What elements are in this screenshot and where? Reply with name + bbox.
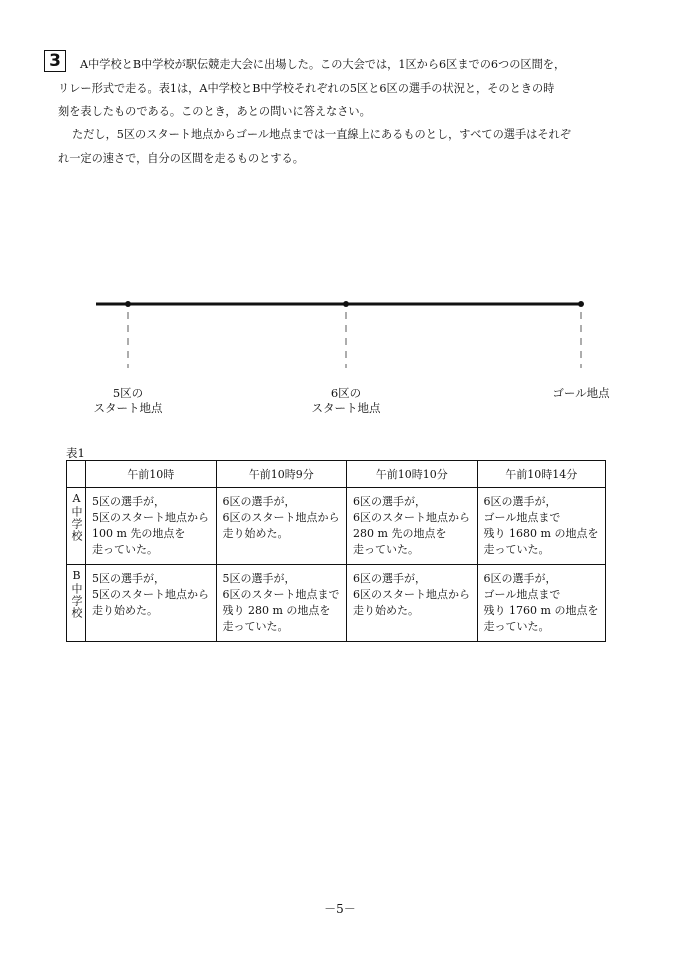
table-row-school-a (67, 488, 606, 565)
cell-b-3: 6区の選手が， 6区のスタート地点から 走り始めた。 (347, 565, 478, 642)
header-time-2: 午前10時9分 (216, 461, 347, 488)
cell-b-2: 5区の選手が， 6区のスタート地点まで 残り 280 m の地点を 走っていた。 (216, 565, 347, 642)
cell-a-2: 6区の選手が， 6区のスタート地点から 走り始めた。 (216, 488, 347, 565)
cell-a-1: 5区の選手が， 5区のスタート地点から 100 m 先の地点を 走っていた。 (86, 488, 217, 565)
label-6ku-start: 6区の スタート地点 (311, 386, 381, 415)
note-line-2: れ一定の速さで，自分の区間を走るものとする。 (58, 151, 304, 165)
table-header-row (67, 461, 606, 488)
point-6ku-start (343, 301, 349, 307)
label-goal: ゴール地点 (552, 386, 610, 400)
cell-a-3: 6区の選手が， 6区のスタート地点から 280 m 先の地点を 走っていた。 (347, 488, 478, 565)
intro-line-1: A中学校とB中学校が駅伝競走大会に出場した。この大会では，1区から6区までの6つの区間を， (80, 58, 566, 71)
status-table (66, 460, 606, 642)
question-note (58, 123, 623, 170)
header-time-3: 午前10時10分 (347, 461, 478, 488)
note-line-1: ただし，5区のスタート地点からゴール地点までは一直線上にあるものとし，すべての選手はそれぞ (72, 128, 571, 141)
intro-line-2: リレー形式で走る。表1は，A中学校とB中学校それぞれの5区と6区の選手の状況と，そのときの時 (58, 81, 555, 95)
label-5ku-start: 5区の スタート地点 (93, 386, 163, 415)
cell-b-1: 5区の選手が， 5区のスタート地点から 走り始めた。 (86, 565, 217, 642)
table-row-school-b (67, 565, 606, 642)
cell-a-4: 6区の選手が， ゴール地点まで 残り 1680 m の地点を 走っていた。 (477, 488, 605, 565)
school-a-label: A中学校 (67, 488, 86, 565)
question-intro (58, 53, 615, 124)
cell-b-4: 6区の選手が， ゴール地点まで 残り 1760 m の地点を 走っていた。 (477, 565, 605, 642)
point-5ku-start (125, 301, 131, 307)
point-goal (578, 301, 584, 307)
header-time-1: 午前10時 (86, 461, 217, 488)
header-corner (67, 461, 86, 488)
course-diagram (0, 290, 680, 380)
table-caption: 表1 (66, 446, 85, 460)
intro-line-3: 刻を表したものである。このとき，あとの問いに答えなさい。 (58, 105, 371, 118)
page-number: －5－ (324, 902, 356, 916)
question-number: 3 (44, 50, 66, 72)
header-time-4: 午前10時14分 (477, 461, 605, 488)
school-b-label: B中学校 (67, 565, 86, 642)
